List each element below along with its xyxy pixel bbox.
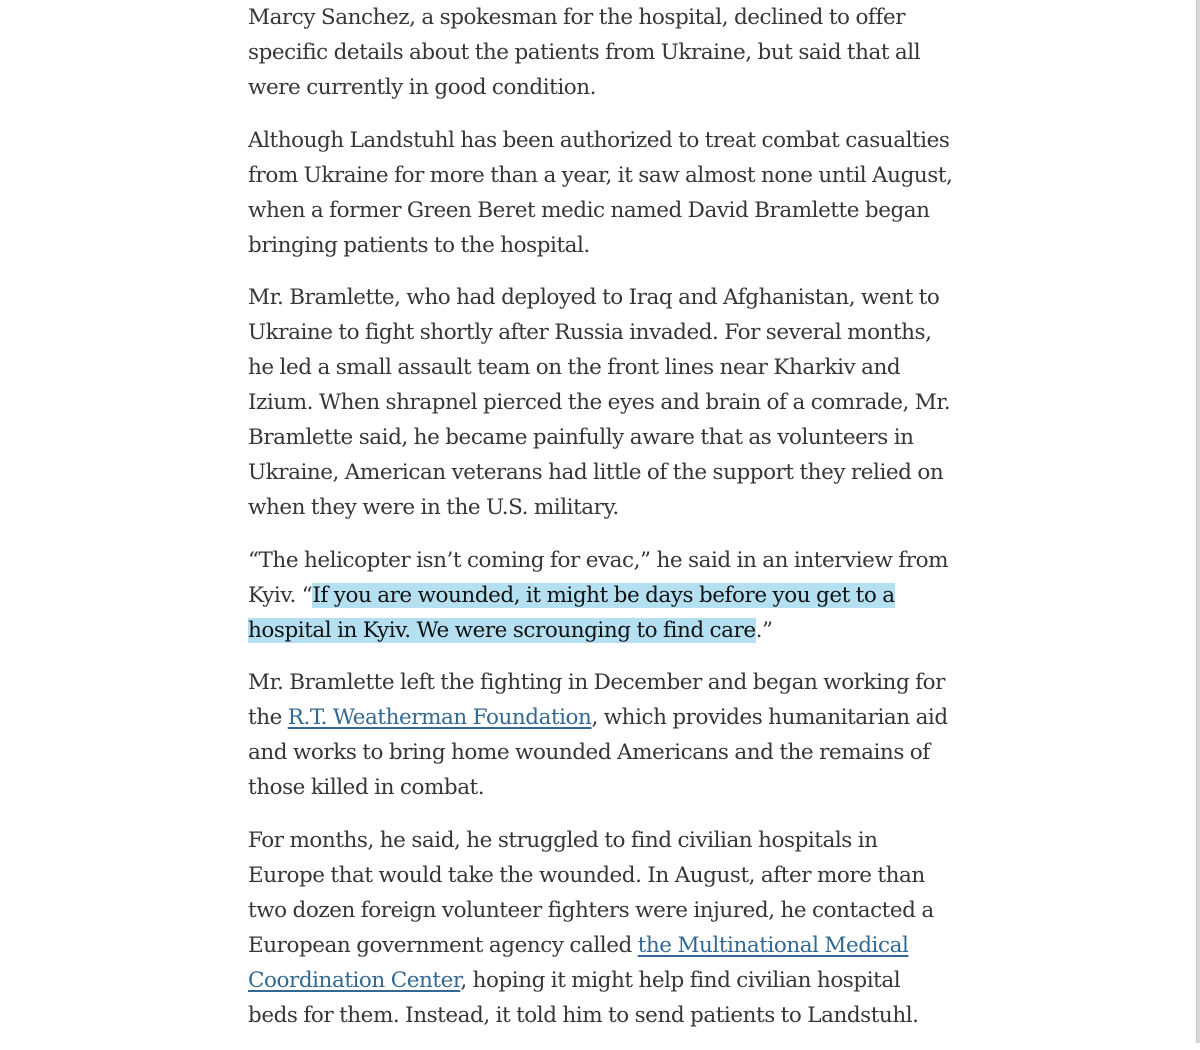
scrollbar[interactable] (1196, 0, 1200, 1043)
paragraph-text: For months, he said, he struggled to find civilian hospitals in Europe that would take the wounded. In August, after more than two dozen foreign volunteer fighters were injured, he contacted a European government agency called (248, 827, 934, 958)
quote-closing-text: .” (755, 617, 773, 643)
mmcc-link[interactable]: the Multinational Medical Coordination Center (248, 932, 909, 993)
quote-lead-text: “The helicopter isn’t coming for evac,” he said in an interview from Kyiv. “ (248, 547, 949, 608)
paragraph-text: Marcy Sanchez, a spokesman for the hospital, declined to offer specific details about the patients from Ukraine, but said that all were currently in good condition. (248, 5, 921, 100)
paragraph-landstuhl (248, 123, 953, 263)
article-body (248, 0, 953, 1050)
weatherman-foundation-link[interactable]: R.T. Weatherman Foundation (287, 705, 592, 730)
paragraph-quote (248, 543, 953, 648)
paragraph-text: , hoping it might help find civilian hospital beds for them. Instead, it told him to send patients to Landstuhl. (248, 967, 919, 1028)
paragraph-sanchez (248, 0, 953, 105)
paragraph-foundation (248, 665, 953, 805)
paragraph-text: Mr. Bramlette left the fighting in December and began working for the (248, 670, 945, 730)
paragraph-hospitals (248, 823, 953, 1033)
paragraph-text: , which provides humanitarian aid and works to bring home wounded Americans and the remains of those killed in combat. (248, 705, 948, 800)
paragraph-text: Although Landstuhl has been authorized to treat combat casualties from Ukraine for more than a year, it saw almost none until August, when a former Green Beret medic named David Bramlette began bringing patients to the hospital. (248, 127, 953, 258)
highlighted-quote[interactable]: If you are wounded, it might be days before you get to a hospital in Kyiv. We were scrounging to find care (248, 582, 895, 643)
paragraph-bramlette-deployment (248, 280, 953, 525)
paragraph-text: Mr. Bramlette, who had deployed to Iraq and Afghanistan, went to Ukraine to fight shortly after Russia invaded. For several months, he led a small assault team on the front lines near Kharkiv and Izium. When shrapnel pierced the eyes and brain of a comrade, Mr. Bramlette said, he became painfully aware that as volunteers in Ukraine, American veterans had little of the support they relied on when they were in the U.S. military. (248, 285, 951, 520)
